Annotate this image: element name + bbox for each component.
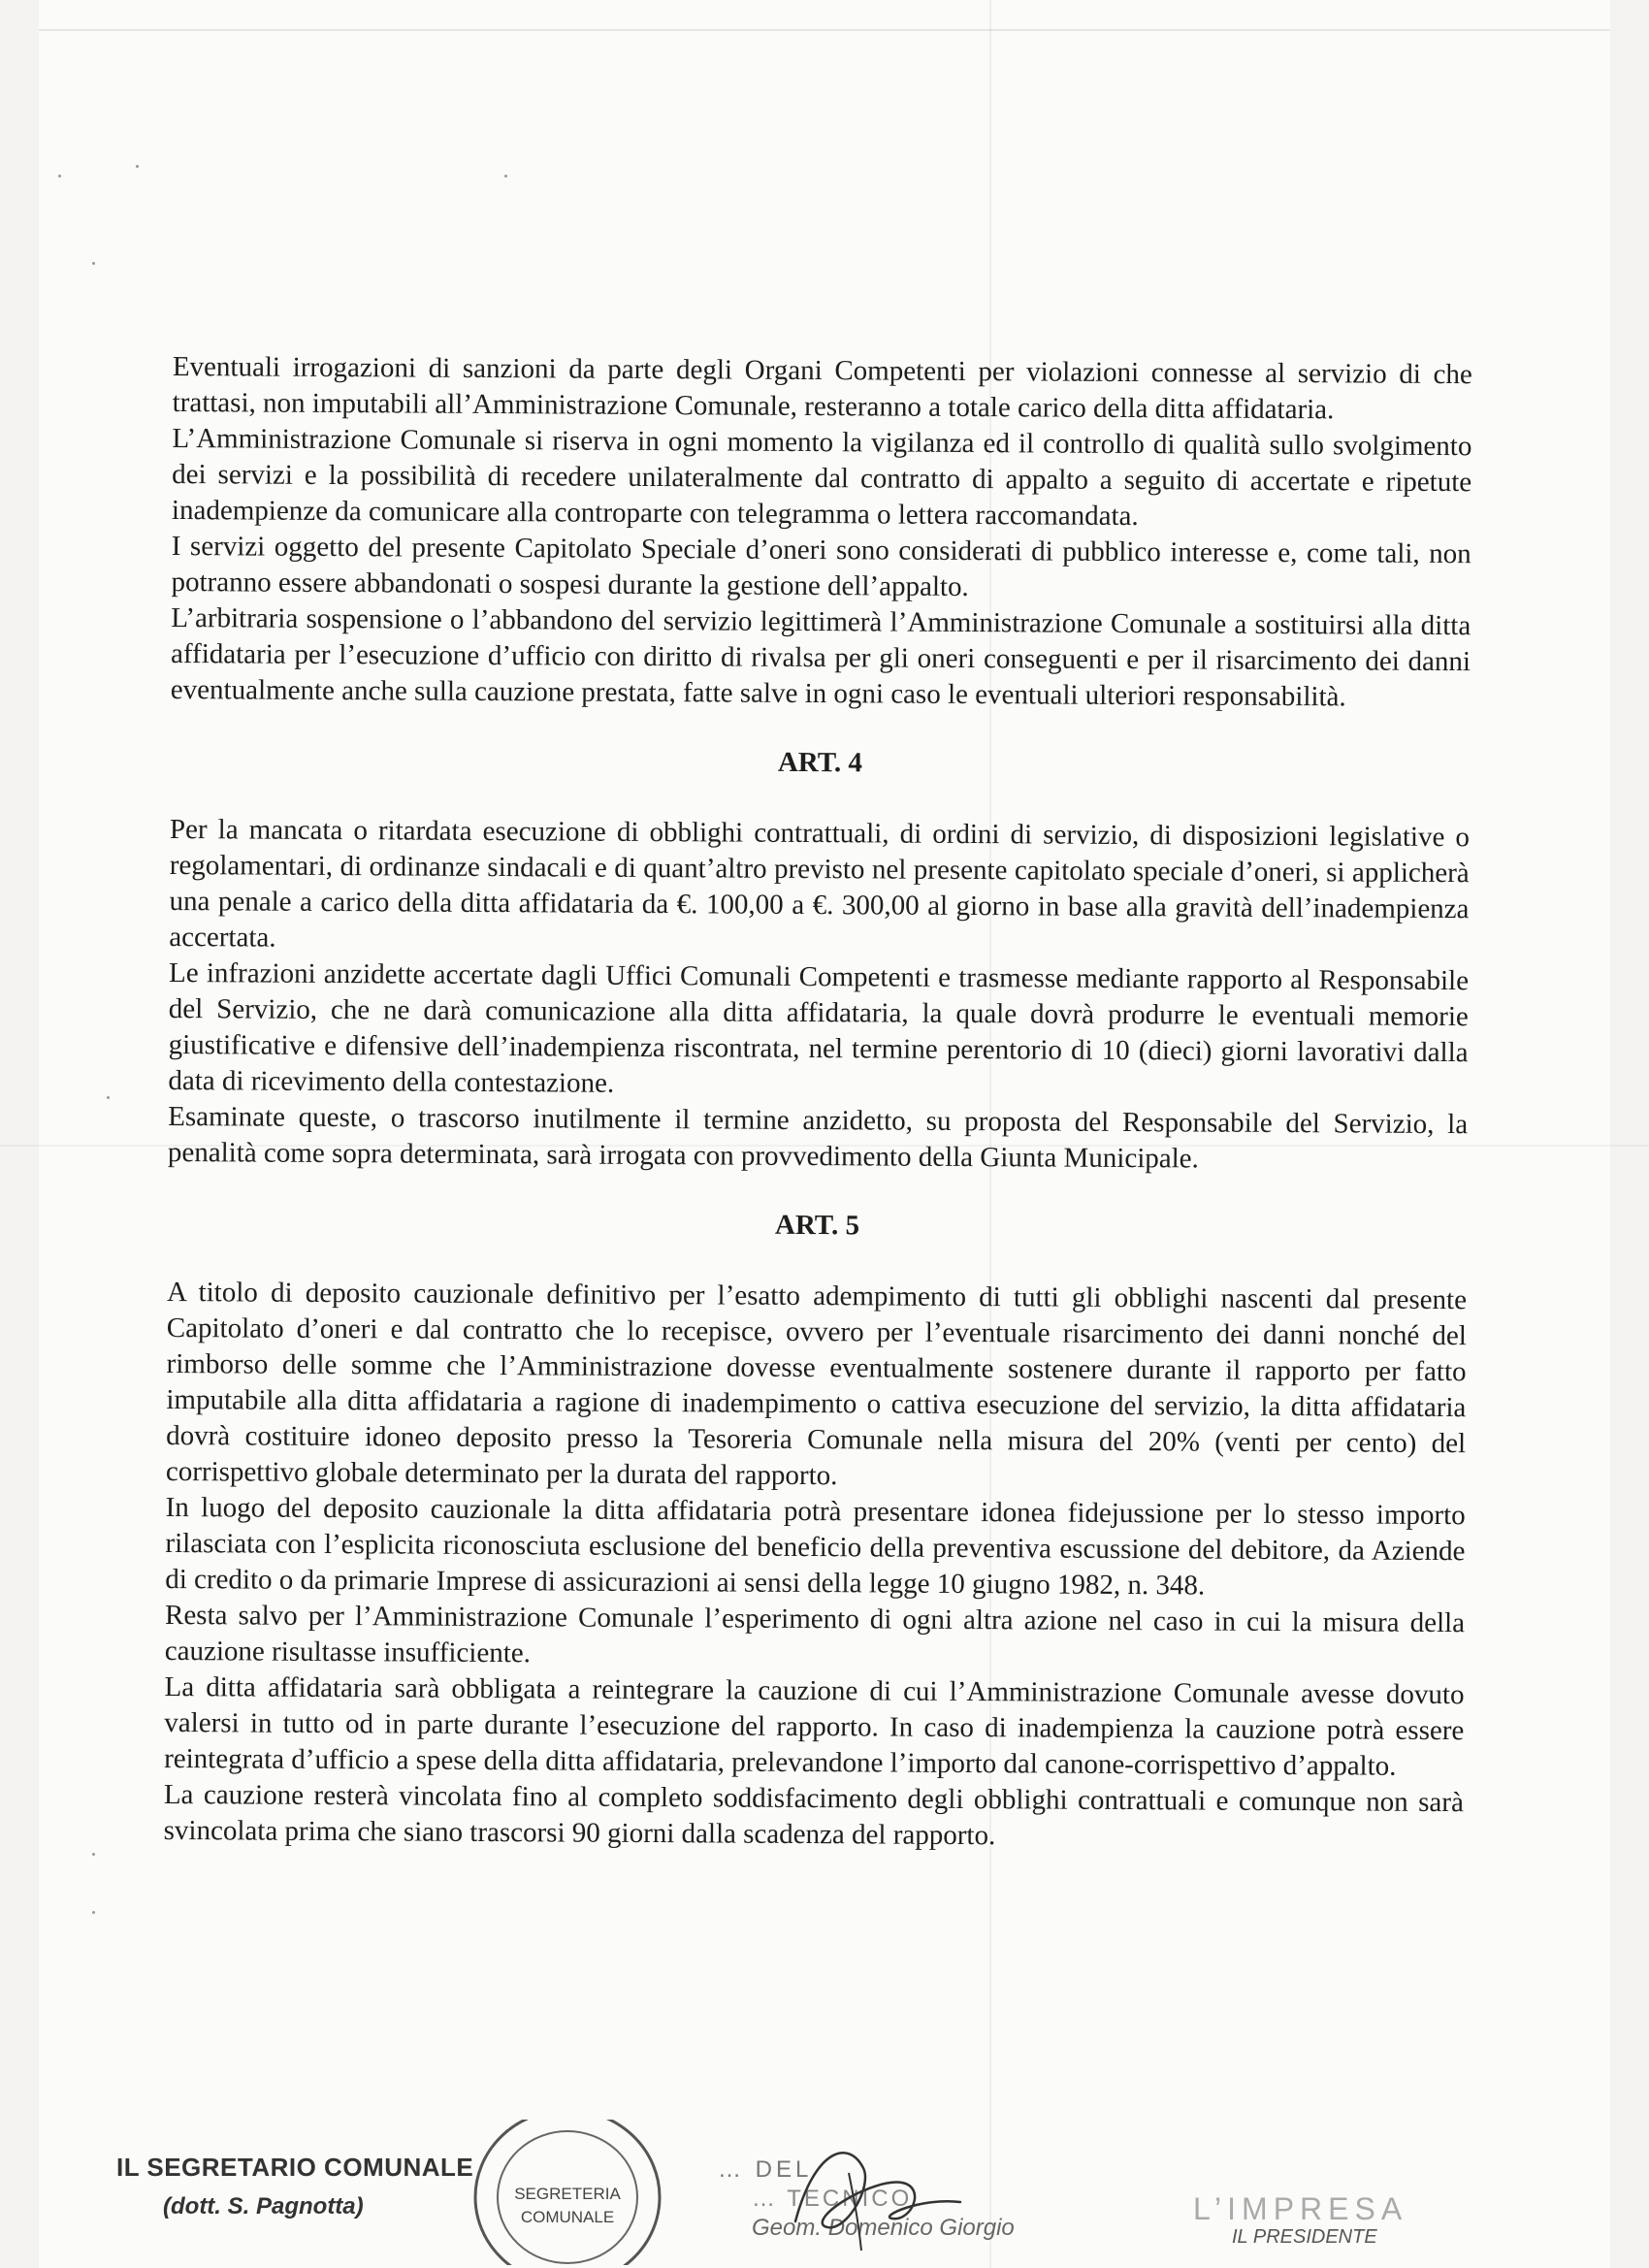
handwritten-signature-icon (757, 2129, 989, 2255)
scan-speck (504, 175, 507, 178)
page-top-edge (39, 29, 1610, 31)
paragraph: Esaminate queste, o trascorso inutilmente il termine anzidetto, su proposta del Responsabile del Servizio, la penalità come sopra determinata, sarà irrogata con provvedimento della Giunta Municipale. (167, 1100, 1469, 1175)
scan-speck (92, 1911, 95, 1914)
technician-title-line1: … DEL (718, 2156, 813, 2183)
technician-name: Geom. Domenico Giorgio (752, 2215, 1015, 2241)
company-role: IL PRESIDENTE (1232, 2226, 1377, 2248)
paragraph: I servizi oggetto del presente Capitolato Speciale d’oneri sono considerati di pubblico interesse e, come tali, non potranno essere abbandonati o sospesi durante la gestione dell’appalto. (171, 530, 1471, 603)
paragraph: L’Amministrazione Comunale si riserva in ogni momento la vigilanza ed il controllo di qualità sullo svolgimento dei servizi e la possibilità di recedere unilateralmente dal contratto di appalto a seguito di accertate e ripetute inadempienze da comunicare alla controparte con telegramma o lettera raccomandata. (171, 422, 1472, 533)
scan-speck (58, 175, 61, 178)
technician-title-line2: … TECNICO (752, 2186, 913, 2212)
seal-text-line2: COMUNALE (520, 2208, 615, 2226)
secretary-name: (dott. S. Pagnotta) (163, 2193, 364, 2219)
paragraph: Eventuali irrogazioni di sanzioni da parte degli Organi Competenti per violazioni connesse al servizio di che trattasi, non imputabili all’Amministrazione Comunale, resteranno a totale carico della ditta affidataria. (172, 350, 1472, 426)
scan-speck (92, 262, 95, 265)
scan-speck (92, 1853, 95, 1856)
signature-area (116, 2120, 1533, 2265)
paragraph: Resta salvo per l’Amministrazione Comunale l’esperimento di ogni altra azione nel caso in cui la misura della cauzione risultasse insufficiente. (164, 1599, 1466, 1669)
municipal-seal-icon (456, 2120, 669, 2265)
paragraph: L’arbitraria sospensione o l’abbandono del servizio legittimerà l’Amministrazione Comunale a sostituirsi alla ditta affidataria per l’esecuzione d’ufficio con diritto di rivalsa per gli oneri conseguenti e per il risarcimento dei danni eventualmente anche sulla cauzione prestata, fatte salve in ogni caso le eventuali ulteriori responsabilità. (170, 601, 1471, 713)
scan-speck (136, 165, 139, 168)
paragraph: Per la mancata o ritardata esecuzione di obblighi contrattuali, di ordini di servizio, di disposizioni legislative o regolamentari, di ordinanze sindacali e di quant’altro previsto nel presente capitolato speciale d’oneri, si applicherà una penale a carico della ditta affidataria da €. 100,00 a €. 300,00 al giorno in base alla gravità dell’inadempienza accertata. (169, 813, 1471, 954)
paragraph: La cauzione resterà vincolata fino al completo soddisfacimento degli obblighi contrattuali e comunque non sarà svincolata prima che siano trascorsi 90 giorni dalla scadenza del rapporto. (163, 1778, 1464, 1852)
paragraph: Le infrazioni anzidette accertate dagli Uffici Comunali Competenti e trasmesse mediante rapporto al Responsabile del Servizio, che ne darà comunicazione alla ditta affidataria, la quale dovrà produrre le eventuali memorie giustificative e difensive dell’inadempienza riscontrata, nel termine perentorio di 10 (dieci) giorni lavorativi dalla data di ricevimento della contestazione. (168, 956, 1470, 1099)
paragraph: In luogo del deposito cauzionale la ditta affidataria potrà presentare idonea fidejussione per lo stesso importo rilasciata con l’esplicita riconosciuta esclusione del beneficio della preventiva escussione del debitore, da Aziende di credito o da primarie Imprese di assicurazioni ai sensi della legge 10 giugno 1982, n. 348. (165, 1491, 1466, 1602)
paragraph: La ditta affidataria sarà obbligata a reintegrare la cauzione di cui l’Amministrazione Comunale avesse dovuto valersi in tutto od in parte durante l’esecuzione del rapporto. In caso di inadempienza la cauzione potrà essere reintegrata d’ufficio a spese della ditta affidataria, prelevandone l’importo dal canone-corrispettivo d’appalto. (164, 1670, 1465, 1782)
article-5-heading: ART. 5 (774, 1209, 860, 1242)
scan-speck (107, 1096, 110, 1099)
paragraph: A titolo di deposito cauzionale definitivo per l’esatto adempimento di tutti gli obblighi nascenti dal presente Capitolato d’oneri e dal contratto che lo recepisce, ovvero per l’eventuale risarcimento dei danni nonché del rimborso delle somme che l’Amministrazione dovesse eventualmente sostenere durante il rapporto per fatto imputabile alla ditta affidataria a ragione di inadempimento o cattiva esecuzione del servizio, la ditta affidataria dovrà costituire idoneo deposito presso la Tesoreria Comunale nella misura del 20% (venti per cento) del corrispettivo globale determinato per la durata del rapporto. (165, 1276, 1468, 1492)
article-4-heading: ART. 4 (777, 746, 863, 779)
seal-text-line1: SEGRETERIA (514, 2185, 621, 2203)
company-stamp: L’IMPRESA (1193, 2191, 1408, 2226)
secretary-title: IL SEGRETARIO COMUNALE (116, 2153, 474, 2182)
document-body (164, 349, 1472, 1857)
